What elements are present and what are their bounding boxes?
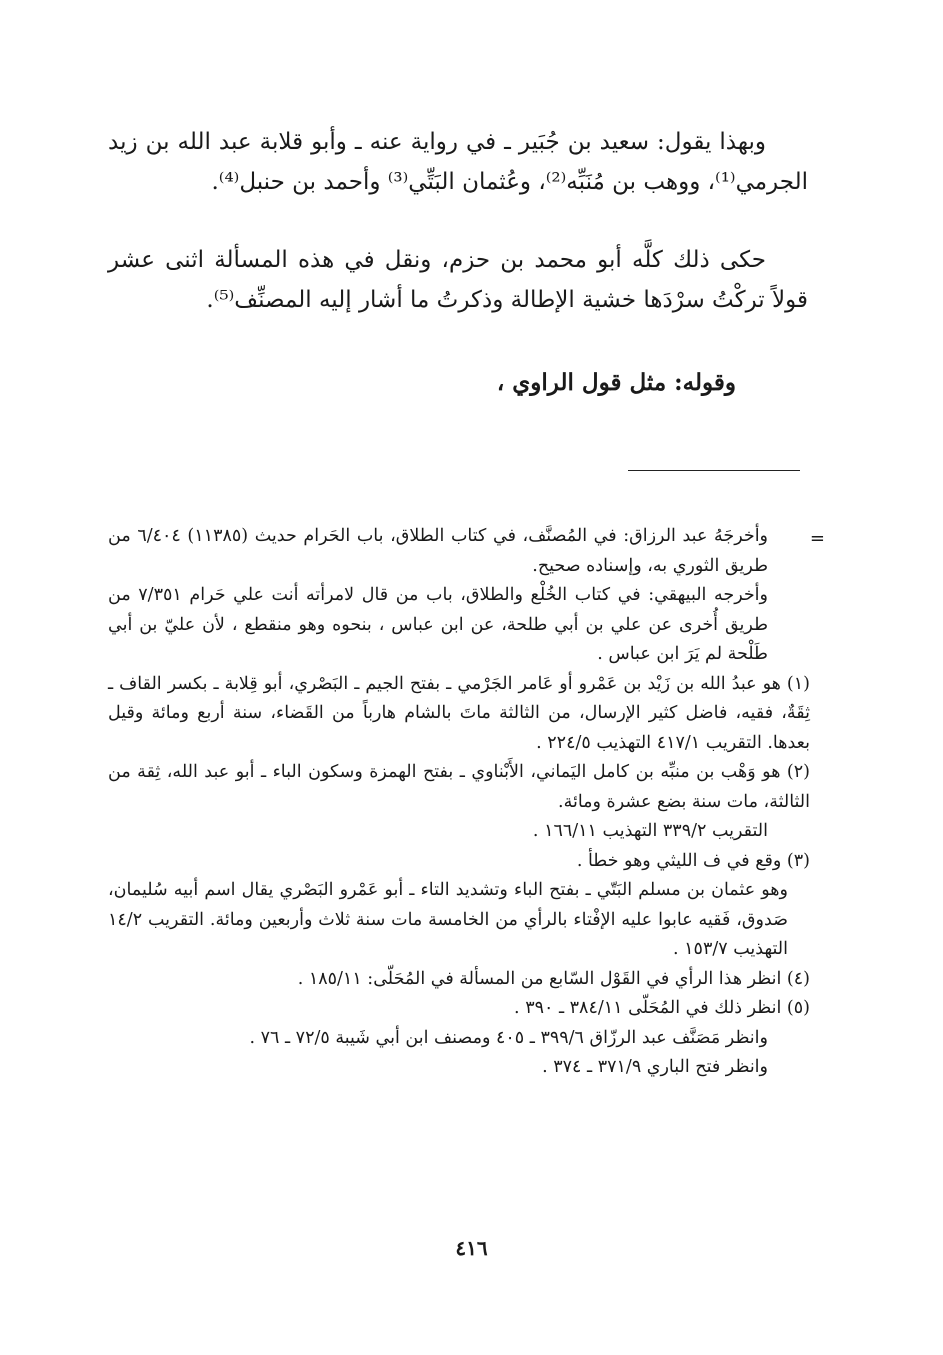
footnote-line: (٣) وقع في ف الليثي وهو خطأ .: [576, 850, 810, 871]
footnote-line: (٢) هو وَهْب بن منبِّه بن كامل اليَماني، الأَبْناوي ـ بفتح الهمزة وسكون الباء ـ أبو عبد الله، ثِقة من الثالثة، مات سنة بضع عشرة ومائة.: [108, 762, 810, 812]
main-paragraph-1: [108, 122, 808, 202]
footnote-line: التقريب ٣٣٩/٢ التهذيب ١٦٦/١١ .: [532, 821, 768, 841]
section-heading-block: [108, 363, 808, 403]
paragraph-text: حكى ذلك كلَّه أبو محمد بن حزم، ونقل في هذه المسألة اثنى عشر قولاً تركْتُ سرْدَها خشية الإطالة وذكرتُ ما أشار إليه المصنِّف⁽⁵⁾.: [108, 247, 808, 313]
footnote-line: وأخرجه البيهقي: في كتاب الخُلْع والطلاق، باب من قال لامرأته أنت علي حَرام ٧/٣٥١ من طريق أُخرى عن علي بن أبي طلحة، عن ابن عباس ، بنحوه وهو منقطع ، لأن عليّ بن أبي طَلْحة لم يَرَ ابن عباس .: [108, 585, 768, 664]
continuation-mark: =: [809, 528, 825, 549]
section-heading: وقوله: مثل قول الراوي ،: [496, 369, 736, 396]
footnote-line: وهو عثمان بن مسلم البَتّي ـ بفتح الباء وتشديد التاء ـ أبو عَمْرو البَصْري يقال اسم أبيه سُليمان، صَدوق، فَقيه عابوا عليه الإفْتاء بالرأي من الخامسة مات سنة ثلاث وأربعين ومائة. التقريب ١٤/٢ التهذيب ١٥٣/٧ .: [108, 880, 788, 959]
footnote-line: (٥) انظر ذلك في المُحَلّى ٣٨٤/١١ ـ ٣٩٠ .: [514, 998, 810, 1018]
footnote-separator: [628, 470, 800, 471]
page-number: ٤١٦: [455, 1236, 488, 1260]
footnote-line: وانظر فتح الباري ٣٧١/٩ ـ ٣٧٤ .: [542, 1057, 768, 1077]
footnote-line: (١) هو عبدُ الله بن زَيْد بن عَمْرو أو عَامر الجَرْمي ـ بفتح الجيم ـ البَصْري، أبو قِلابة ـ بكسر القاف ـ ثِقَةٌ، فقيه، فاضل كثير الإرسال، من الثالثة ماتَ بالشام هارباً من القَضاء، سنة أربع ومائة وقيل بعدها. التقريب ٤١٧/١ التهذيب ٢٢٤/٥ .: [108, 673, 810, 753]
paragraph-text: وبهذا يقول: سعيد بن جُبَير ـ في رواية عنه ـ وأبو قلابة عبد الله بن زيد الجرمي⁽¹⁾، ووهب بن مُنَبِّه⁽²⁾، وعُثمان البَتِّي⁽³⁾ وأحمد بن حنبل⁽⁴⁾.: [108, 129, 808, 195]
footnote-line: وأخرجَهُ عبد الرزاق: في المُصنَّف، في كتاب الطلاق، باب الحَرام حديث (١١٣٨٥) ٦/٤٠٤ من طريق الثوري به، وإسناده صحيح.: [108, 526, 769, 576]
main-paragraph-2: [108, 240, 808, 320]
footnotes: [108, 522, 810, 1083]
footnote-line: وانظر مَصَنَّف عبد الرزّاق ٣٩٩/٦ ـ ٤٠٥ ومصنف ابن أبي شَيبة ٧٢/٥ ـ ٧٦ .: [249, 1027, 768, 1048]
footnote-line: (٤) انظر هذا الرأي في القَوْل السّابع من المسألة في المُحَلّى: ١٨٥/١١ .: [297, 968, 810, 989]
